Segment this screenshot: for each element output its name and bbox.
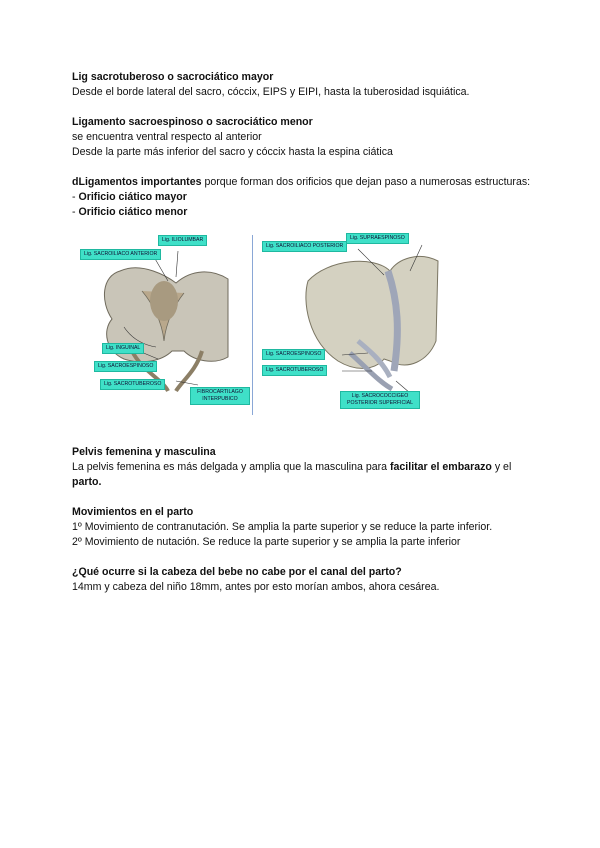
section-pregunta <box>72 565 542 595</box>
section-text: Desde el borde lateral del sacro, cóccix, EIPS y EIPI, hasta la tuberosidad isquiática. <box>72 86 470 98</box>
text-run: La pelvis femenina es más delgada y amplia que la masculina para <box>72 461 390 473</box>
section-title: dLigamentos importantes <box>72 176 202 188</box>
list-item-label: Orificio ciático mayor <box>78 191 187 203</box>
list-bullet: - <box>72 191 79 203</box>
text-emphasis: parto. <box>72 476 102 488</box>
section-text: Desde la parte más inferior del sacro y cóccix hasta la espina ciática <box>72 146 393 158</box>
section-text: 14mm y cabeza del niño 18mm, antes por esto morían ambos, ahora cesárea. <box>72 581 440 593</box>
list-item-label: Orificio ciático menor <box>78 206 188 218</box>
list-item <box>72 190 542 205</box>
document-page <box>72 70 542 610</box>
label-inguinal: Lig. INGUINAL <box>102 343 144 354</box>
section-text: 2º Movimiento de nutación. Se reduce la parte superior y se amplia la parte inferior <box>72 536 461 548</box>
section-title: Ligamento sacroespinoso o sacrociático menor <box>72 116 313 128</box>
section-title: ¿Qué ocurre si la cabeza del bebe no cabe por el canal del parto? <box>72 566 402 578</box>
label-sacroespinoso: Lig. SACROESPINOSO <box>94 361 157 372</box>
section-title: Movimientos en el parto <box>72 506 194 518</box>
label-sacrococcigeo: Lig. SACROCOCCIGEO POSTERIOR SUPERFICIAL <box>340 391 420 409</box>
label-sacroespinoso-post: Lig. SACROESPINOSO <box>262 349 325 360</box>
pelvis-ligaments-figure <box>72 231 532 421</box>
section-text: 1º Movimiento de contranutación. Se amplia la parte superior y se reduce la parte inferior. <box>72 521 493 533</box>
section-text <box>72 460 542 490</box>
text-emphasis: facilitar el embarazo <box>390 461 492 473</box>
label-iliolumbar: Lig. ILIOLUMBAR <box>158 235 207 246</box>
section-title: Lig sacrotuberoso o sacrociático mayor <box>72 71 274 83</box>
list-bullet: - <box>72 206 79 218</box>
section-text: se encuentra ventral respecto al anterior <box>72 131 262 143</box>
list-item <box>72 205 542 220</box>
section-text: porque forman dos orificios que dejan paso a numerosas estructuras: <box>201 176 531 188</box>
label-sacroiliaco-posterior: Lig. SACROILIACO POSTERIOR <box>262 241 347 252</box>
label-sacrotuberoso-post: Lig. SACROTUBEROSO <box>262 365 327 376</box>
label-fibrocartilago: FIBROCARTILAGO INTERPUBICO <box>190 387 250 405</box>
label-supraespinoso: Lig. SUPRAESPINOSO <box>346 233 409 244</box>
text-run: y el <box>491 461 512 473</box>
section-title: Pelvis femenina y masculina <box>72 446 216 458</box>
section-sacroespinoso <box>72 115 542 160</box>
section-ligamentos-importantes <box>72 175 542 220</box>
section-intro <box>72 175 542 190</box>
section-pelvis <box>72 445 542 490</box>
section-sacrotuberoso <box>72 70 542 100</box>
section-movimientos <box>72 505 542 550</box>
figure-divider <box>252 235 253 415</box>
label-sacroiliaco-anterior: Lig. SACROILIACO ANTERIOR <box>80 249 161 260</box>
label-sacrotuberoso: Lig. SACROTUBEROSO <box>100 379 165 390</box>
